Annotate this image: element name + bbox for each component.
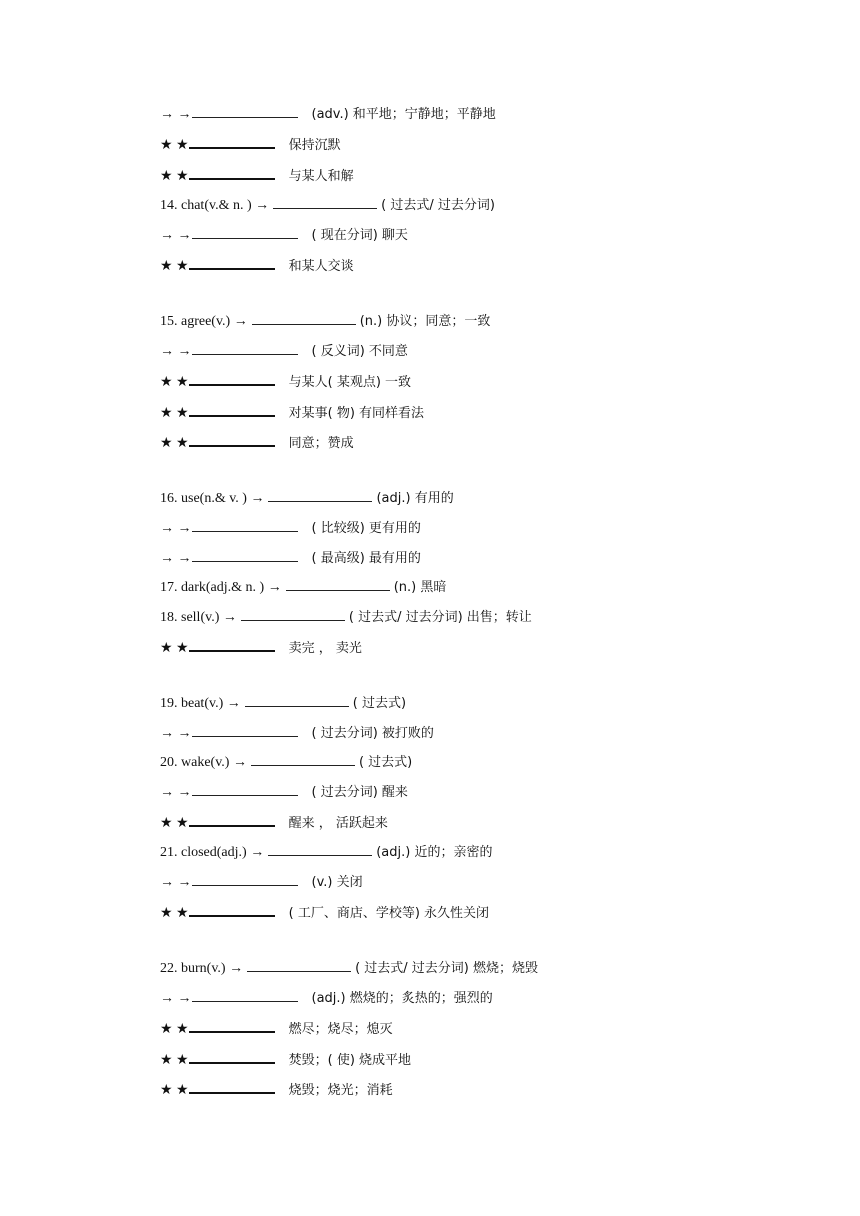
answer-blank[interactable] xyxy=(189,636,275,652)
answer-blank[interactable] xyxy=(268,487,372,502)
answer-blank[interactable] xyxy=(192,781,298,796)
star-marker: ★ ★ xyxy=(160,906,189,921)
star-marker: ★ ★ xyxy=(160,375,189,390)
star-marker: ★ ★ xyxy=(160,1053,189,1068)
answer-blank[interactable] xyxy=(286,576,390,591)
item-prompt: 20. wake(v.) → xyxy=(160,755,247,770)
answer-blank[interactable] xyxy=(192,871,298,886)
arrow-marker: → → xyxy=(160,875,192,890)
exercise-line xyxy=(160,547,421,569)
exercise-line xyxy=(160,254,354,276)
answer-blank[interactable] xyxy=(241,606,345,621)
hint-text: (adj.) 燃烧的；炙热的；强烈的 xyxy=(311,991,493,1006)
star-marker: ★ ★ xyxy=(160,259,189,274)
hint-text: ( 比较级) 更有用的 xyxy=(311,521,421,536)
star-marker: ★ ★ xyxy=(160,1083,189,1098)
hint-text: ( 过去分词) 被打败的 xyxy=(311,726,434,741)
answer-blank[interactable] xyxy=(192,547,298,562)
exercise-line xyxy=(160,401,424,423)
item-prompt: 15. agree(v.) → xyxy=(160,314,248,329)
exercise-item xyxy=(160,487,454,509)
exercise-item xyxy=(160,692,406,714)
exercise-line xyxy=(160,811,388,833)
hint-text: 和某人交谈 xyxy=(288,259,354,274)
exercise-item xyxy=(160,841,492,863)
hint-text: (adv.) 和平地；宁静地；平静地 xyxy=(311,107,496,122)
hint-text: ( 过去式/ 过去分词) 燃烧；烧毁 xyxy=(355,961,538,976)
answer-blank[interactable] xyxy=(192,987,298,1002)
item-prompt: 21. closed(adj.) → xyxy=(160,845,265,860)
answer-blank[interactable] xyxy=(189,901,275,917)
star-marker: ★ ★ xyxy=(160,641,189,656)
exercise-line xyxy=(160,224,408,246)
exercise-line xyxy=(160,1017,393,1039)
hint-text: 燃尽；烧尽；熄灭 xyxy=(288,1022,393,1037)
arrow-marker: → → xyxy=(160,521,192,536)
exercise-line xyxy=(160,431,354,453)
exercise-line xyxy=(160,722,434,744)
arrow-marker: → → xyxy=(160,107,192,122)
hint-text: (n.) 协议；同意；一致 xyxy=(359,314,491,329)
hint-text: 焚毁；( 使) 烧成平地 xyxy=(288,1053,412,1068)
answer-blank[interactable] xyxy=(273,194,377,209)
hint-text: ( 现在分词) 聊天 xyxy=(311,228,408,243)
exercise-item xyxy=(160,957,538,979)
star-marker: ★ ★ xyxy=(160,406,189,421)
hint-text: 保持沉默 xyxy=(288,138,341,153)
hint-text: (n.) 黑暗 xyxy=(393,580,447,595)
exercise-line xyxy=(160,636,362,658)
answer-blank[interactable] xyxy=(189,254,275,270)
hint-text: ( 最高级) 最有用的 xyxy=(311,551,421,566)
arrow-marker: → → xyxy=(160,991,192,1006)
exercise-line xyxy=(160,370,411,392)
hint-text: ( 过去式/ 过去分词) xyxy=(381,198,495,213)
hint-text: ( 过去分词) 醒来 xyxy=(311,785,408,800)
exercise-line xyxy=(160,1078,393,1100)
exercise-item xyxy=(160,606,532,628)
answer-blank[interactable] xyxy=(192,224,298,239)
star-marker: ★ ★ xyxy=(160,816,189,831)
answer-blank[interactable] xyxy=(252,310,356,325)
exercise-line xyxy=(160,340,408,362)
answer-blank[interactable] xyxy=(268,841,372,856)
hint-text: 烧毁；烧光；消耗 xyxy=(288,1083,393,1098)
answer-blank[interactable] xyxy=(192,722,298,737)
exercise-item xyxy=(160,751,412,773)
star-marker: ★ ★ xyxy=(160,169,189,184)
hint-text: ( 工厂、商店、学校等) 永久性关闭 xyxy=(288,906,490,921)
hint-text: ( 反义词) 不同意 xyxy=(311,344,408,359)
answer-blank[interactable] xyxy=(192,340,298,355)
exercise-line xyxy=(160,901,489,923)
arrow-marker: → → xyxy=(160,726,192,741)
exercise-line xyxy=(160,164,354,186)
star-marker: ★ ★ xyxy=(160,138,189,153)
answer-blank[interactable] xyxy=(192,517,298,532)
hint-text: 对某事( 物) 有同样看法 xyxy=(288,406,425,421)
answer-blank[interactable] xyxy=(189,133,275,149)
item-prompt: 16. use(n.& v. ) → xyxy=(160,491,265,506)
item-prompt: 22. burn(v.) → xyxy=(160,961,244,976)
exercise-line xyxy=(160,103,496,125)
answer-blank[interactable] xyxy=(189,370,275,386)
answer-blank[interactable] xyxy=(189,811,275,827)
answer-blank[interactable] xyxy=(247,957,351,972)
exercise-line xyxy=(160,1048,411,1070)
hint-text: 与某人( 某观点) 一致 xyxy=(288,375,412,390)
hint-text: ( 过去式) xyxy=(352,696,407,711)
hint-text: (adj.) 近的；亲密的 xyxy=(376,845,493,860)
answer-blank[interactable] xyxy=(189,1048,275,1064)
hint-text: (v.) 关闭 xyxy=(311,875,363,890)
star-marker: ★ ★ xyxy=(160,436,189,451)
arrow-marker: → → xyxy=(160,228,192,243)
item-prompt: 19. beat(v.) → xyxy=(160,696,241,711)
answer-blank[interactable] xyxy=(189,401,275,417)
star-marker: ★ ★ xyxy=(160,1022,189,1037)
arrow-marker: → → xyxy=(160,551,192,566)
exercise-item xyxy=(160,576,446,598)
exercise-line xyxy=(160,517,421,539)
exercise-line xyxy=(160,987,493,1009)
answer-blank[interactable] xyxy=(189,164,275,180)
arrow-marker: → → xyxy=(160,344,192,359)
exercise-line xyxy=(160,871,363,893)
exercise-line xyxy=(160,781,408,803)
exercise-item xyxy=(160,310,490,332)
answer-blank[interactable] xyxy=(189,431,275,447)
item-prompt: 14. chat(v.& n. ) → xyxy=(160,198,270,213)
answer-blank[interactable] xyxy=(192,103,298,118)
hint-text: ( 过去式/ 过去分词) 出售；转让 xyxy=(348,610,532,625)
hint-text: 同意；赞成 xyxy=(288,436,354,451)
answer-blank[interactable] xyxy=(189,1017,275,1033)
item-prompt: 18. sell(v.) → xyxy=(160,610,237,625)
hint-text: 醒来 ， 活跃起来 xyxy=(288,816,388,831)
exercise-line xyxy=(160,133,341,155)
arrow-marker: → → xyxy=(160,785,192,800)
answer-blank[interactable] xyxy=(251,751,355,766)
hint-text: (adj.) 有用的 xyxy=(376,491,454,506)
item-prompt: 17. dark(adj.& n. ) → xyxy=(160,580,282,595)
hint-text: 卖完 ， 卖光 xyxy=(288,641,362,656)
exercise-item xyxy=(160,194,495,216)
answer-blank[interactable] xyxy=(189,1078,275,1094)
hint-text: 与某人和解 xyxy=(288,169,354,184)
answer-blank[interactable] xyxy=(245,692,349,707)
hint-text: ( 过去式) xyxy=(358,755,413,770)
